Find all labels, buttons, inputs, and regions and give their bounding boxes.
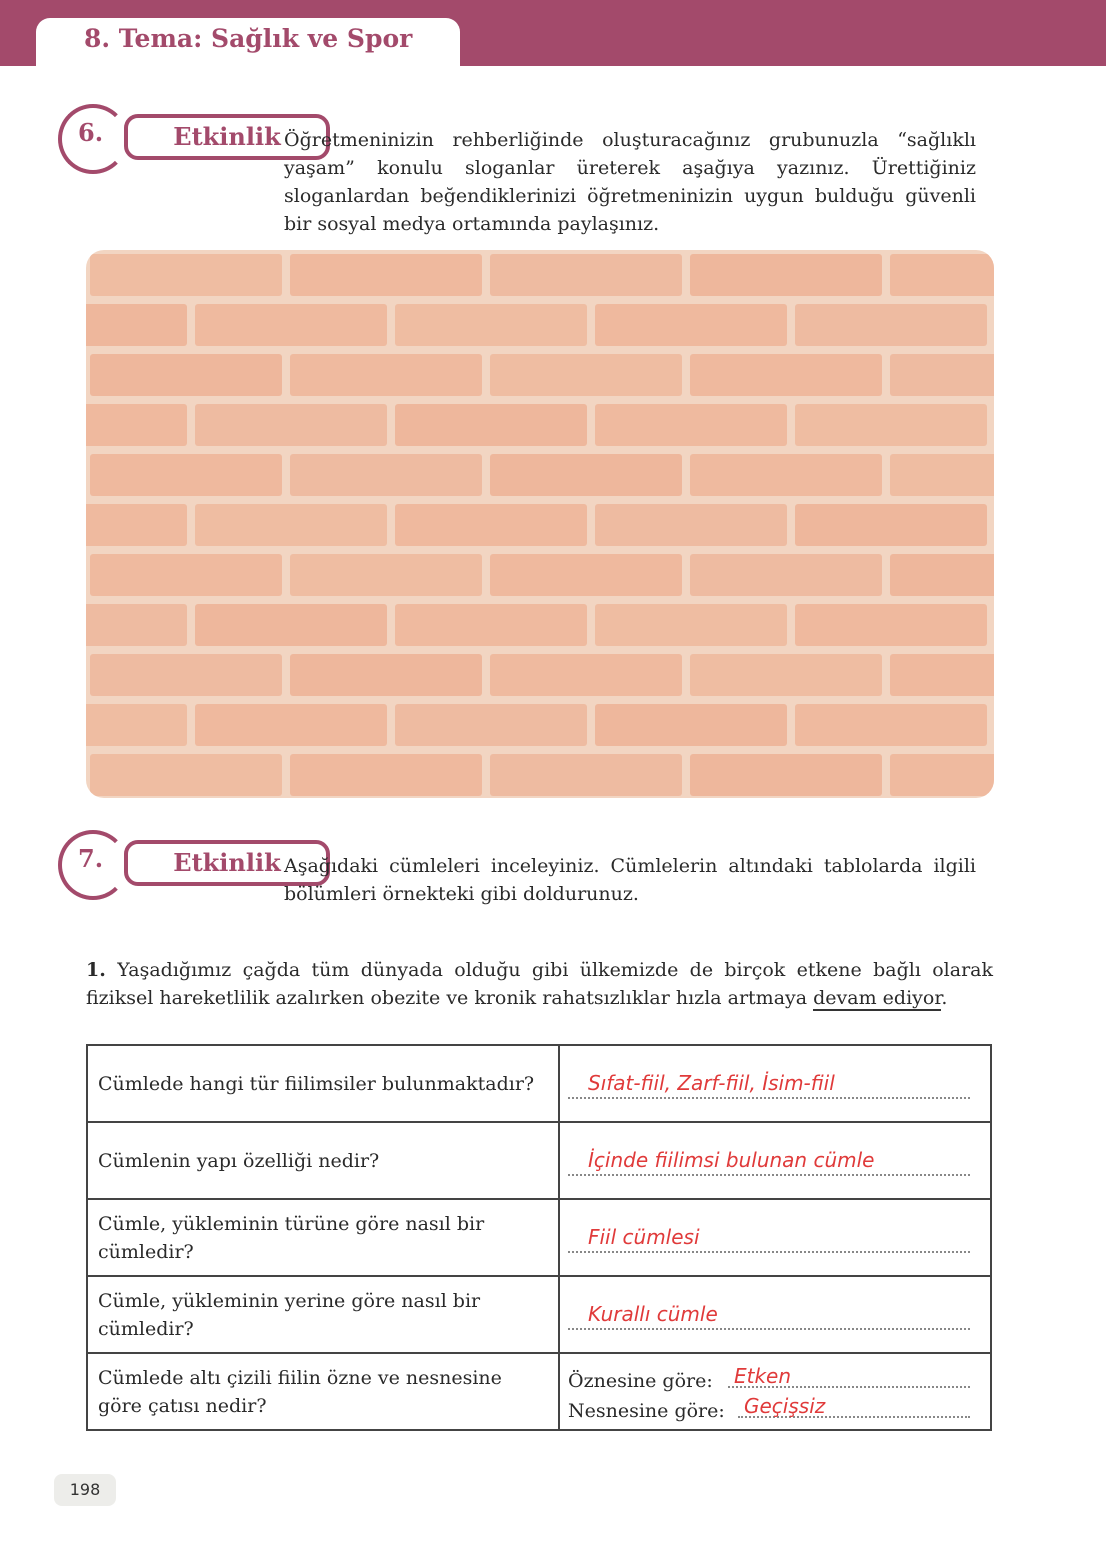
brick: [290, 654, 482, 696]
brick: [395, 404, 587, 446]
brick: [890, 654, 994, 696]
brick: [290, 254, 482, 296]
brick: [290, 354, 482, 396]
theme-tab: [36, 18, 460, 70]
table-row: [87, 1276, 991, 1353]
answer-cell[interactable]: [559, 1199, 991, 1276]
object-row: [568, 1392, 970, 1422]
brick-wall-pattern: [86, 250, 994, 798]
brick: [290, 454, 482, 496]
brick: [90, 354, 282, 396]
question-text: Yaşadığımız çağda tüm dünyada olduğu gibi ülkemizde de birçok etkene bağlı olarak fiziksel hareketlilik azalırken obezite ve kronik rahatsızlıklar hızla artmaya: [86, 959, 993, 1009]
answer-cell[interactable]: [559, 1353, 991, 1430]
brick: [690, 754, 882, 796]
handwritten-answer: Kurallı cümle: [588, 1302, 718, 1326]
activity-number: 7.: [78, 844, 104, 873]
brick: [90, 454, 282, 496]
answer-line: [568, 1069, 970, 1099]
brick: [195, 604, 387, 646]
brick: [90, 754, 282, 796]
brick: [86, 604, 187, 646]
page-number: 198: [54, 1474, 116, 1506]
brick: [795, 404, 987, 446]
brick: [690, 454, 882, 496]
subject-row: [568, 1362, 970, 1392]
brick: [90, 254, 282, 296]
brick: [595, 704, 787, 746]
activity-7-instruction: Aşağıdaki cümleleri inceleyiniz. Cümlelerin altındaki tablolarda ilgili bölümleri örnekteki gibi doldurunuz.: [284, 855, 976, 905]
question-cell: Cümlede hangi tür fiilimsiler bulunmaktadır?: [87, 1045, 559, 1122]
theme-title: 8. Tema: Sağlık ve Spor: [84, 24, 413, 53]
subject-label: Öznesine göre:: [568, 1370, 713, 1392]
table-row: [87, 1122, 991, 1199]
brick: [690, 254, 882, 296]
question-end: .: [941, 987, 948, 1009]
activity-6-badge: [58, 104, 281, 178]
brick: [290, 554, 482, 596]
underlined-verb: devam ediyor: [813, 987, 942, 1009]
brick: [890, 354, 994, 396]
brick: [195, 704, 387, 746]
brick: [395, 304, 587, 346]
handwritten-answer: İçinde fiilimsi bulunan cümle: [588, 1148, 875, 1172]
brick: [795, 604, 987, 646]
brick: [490, 454, 682, 496]
brick: [195, 504, 387, 546]
brick: [595, 404, 787, 446]
activity-number: 6.: [78, 118, 104, 147]
question-cell: Cümlede altı çizili fiilin özne ve nesnesine göre çatısı nedir?: [87, 1353, 559, 1430]
object-line: [738, 1390, 970, 1418]
brick: [86, 304, 187, 346]
brick: [395, 604, 587, 646]
brick: [795, 304, 987, 346]
answer-cell[interactable]: [559, 1276, 991, 1353]
brick: [890, 554, 994, 596]
brick: [195, 304, 387, 346]
answer-cell[interactable]: [559, 1045, 991, 1122]
brick: [490, 354, 682, 396]
brick-wall-image: [86, 250, 994, 798]
brick: [86, 504, 187, 546]
subject-line: [728, 1360, 970, 1388]
brick: [795, 504, 987, 546]
table-row: [87, 1199, 991, 1276]
activity-6-instruction: Öğretmeninizin rehberliğinde oluşturacağınız grubunuzla “sağlıklı yaşam” konulu sloganlar üreterek aşağıya yazınız. Ürettiğiniz sloganlardan beğendiklerinizi öğretmeninizin uygun bulduğu güvenli bir sosyal medya ortamında paylaşınız.: [284, 129, 976, 235]
brick: [490, 554, 682, 596]
handwritten-answer: Geçişsiz: [744, 1394, 826, 1418]
answer-line: [568, 1146, 970, 1176]
brick: [595, 604, 787, 646]
brick: [690, 554, 882, 596]
brick: [690, 654, 882, 696]
brick: [86, 704, 187, 746]
activity-7-badge: [58, 830, 281, 904]
brick: [595, 504, 787, 546]
question-cell: Cümlenin yapı özelliği nedir?: [87, 1122, 559, 1199]
brick: [395, 704, 587, 746]
activity-label: Etkinlik: [173, 848, 281, 877]
brick: [795, 704, 987, 746]
brick: [890, 254, 994, 296]
brick: [195, 404, 387, 446]
brick: [890, 454, 994, 496]
answer-line: [568, 1223, 970, 1253]
brick: [90, 554, 282, 596]
handwritten-answer: Etken: [734, 1364, 792, 1388]
brick: [90, 654, 282, 696]
activity-label: Etkinlik: [173, 122, 281, 151]
brick: [395, 504, 587, 546]
handwritten-answer: Sıfat-fiil, Zarf-fiil, İsim-fiil: [588, 1071, 835, 1095]
object-label: Nesnesine göre:: [568, 1400, 725, 1422]
answer-table: [86, 1044, 992, 1431]
question-cell: Cümle, yükleminin yerine göre nasıl bir cümledir?: [87, 1276, 559, 1353]
table-row: [87, 1353, 991, 1430]
brick: [890, 754, 994, 796]
question-cell: Cümle, yükleminin türüne göre nasıl bir cümledir?: [87, 1199, 559, 1276]
question-number: 1.: [86, 959, 106, 981]
brick: [86, 404, 187, 446]
brick: [490, 654, 682, 696]
brick: [490, 254, 682, 296]
brick: [595, 304, 787, 346]
table-row: [87, 1045, 991, 1122]
brick: [290, 754, 482, 796]
handwritten-answer: Fiil cümlesi: [588, 1225, 700, 1249]
question-1: [86, 956, 993, 1012]
brick: [490, 754, 682, 796]
brick: [690, 354, 882, 396]
answer-line: [568, 1300, 970, 1330]
answer-cell[interactable]: [559, 1122, 991, 1199]
